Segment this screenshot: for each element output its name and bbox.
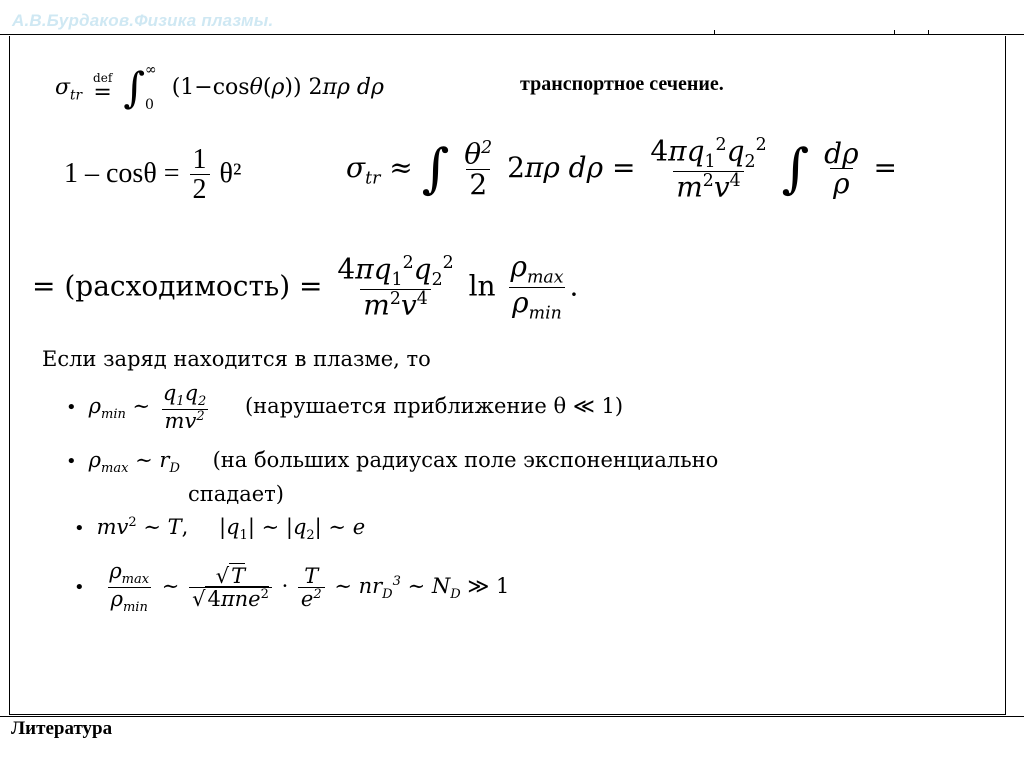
presentation-title: А.В.Бурдаков.Физика плазмы. xyxy=(12,11,274,30)
bullet-rho-max: • $\rho_{max}$ ∼ $r_D$ (на больших радиусах поле экспоненциально xyxy=(66,448,719,477)
eq-transport-approx: $\sigma_{tr}$ ≈ ∫ $\frac{\theta^2}{2}$ 2πρ dρ = $\frac{4\pi q_1^2q_2^2}{m^2v^4}$ ∫ $\frac{d\rho}{\rho}$ = xyxy=(346,134,897,204)
header-tick xyxy=(894,30,895,35)
bullet-rho-max-note-cont: спадает) xyxy=(188,482,284,504)
bullet-rho-min-note: (нарушается приближение θ ≪ 1) xyxy=(244,393,624,418)
eq-divergence: = (расходимость) = $\frac{4\pi q_1^2q_2^2}{m^2v^4}$ ln $\frac{\rho_{max}}{\rho_{min}}$ . xyxy=(32,250,579,324)
header-divider xyxy=(0,34,1024,35)
integral-lower-limit: 0 xyxy=(145,96,154,113)
eq-transport-definition: $\sigma_{tr}$ def = ∫ ∞ 0 (1−cosθ(ρ)) 2πρ dρ xyxy=(55,62,384,113)
header-tick xyxy=(714,30,715,35)
footer-divider xyxy=(0,716,1024,717)
def-label: def xyxy=(93,70,113,85)
bullet-coulomb-log: • $\frac{\rho_{max}}{\rho_{min}}$ ∼ $\frac{√T}{√4\pi ne^2}$ · $\frac{T}{e^2}$ ∼ $nr_D^3$ ∼ $N_D$ ≫ 1 xyxy=(74,559,510,616)
transport-section-label: транспортное сечение. xyxy=(520,73,724,95)
bullet-energy: • $mv^2$ ∼ T, $|q_1|$ ∼ $|q_2|$ ∼ e xyxy=(74,515,366,544)
bullet-rho-max-note: (на больших радиусах поле экспоненциально xyxy=(212,448,719,472)
integral-upper-limit: ∞ xyxy=(145,62,157,78)
literature-link[interactable]: Литература xyxy=(11,718,113,739)
plasma-intro-text: Если заряд находится в плазме, то xyxy=(42,347,431,371)
header-tick xyxy=(928,30,929,35)
bullet-rho-min: • $\rho_{min}$ ∼ $\frac{q_1q_2}{mv^2}$ (нарушается приближение θ ≪ 1) xyxy=(66,381,624,433)
eq-small-angle-approx: 1 – cosθ = $\frac{1}{2}$ θ² xyxy=(64,144,242,206)
